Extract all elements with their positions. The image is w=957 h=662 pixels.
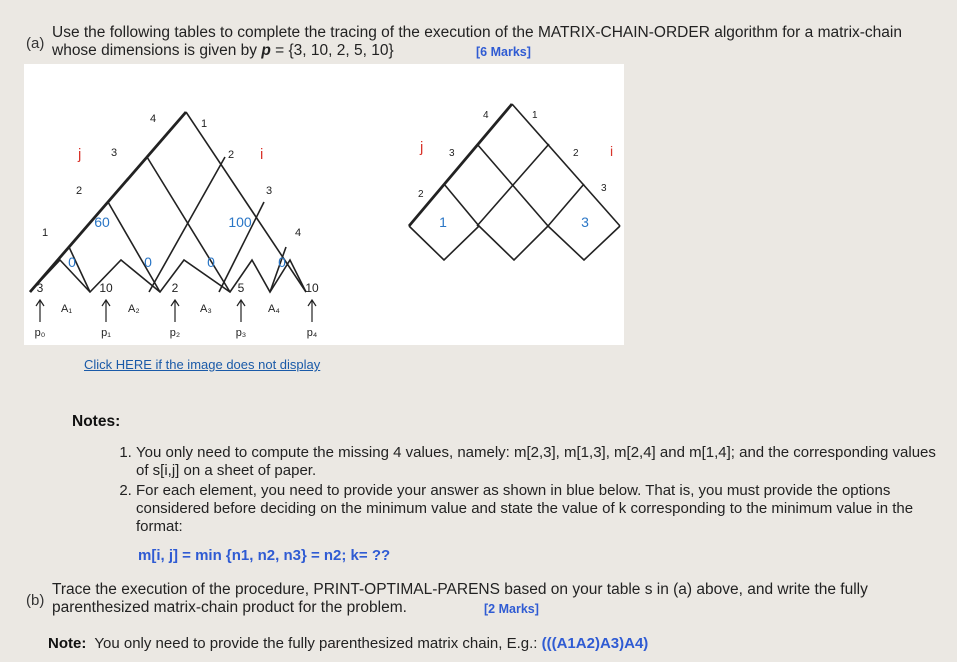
- s-index-2: 2: [418, 189, 424, 200]
- image-fallback-link[interactable]: Click HERE if the image does not display: [84, 357, 321, 372]
- part-a-line2: [52, 42, 394, 60]
- part-b-marks: [2 Marks]: [484, 602, 539, 616]
- s-right-index-1: 1: [532, 110, 538, 121]
- part-b-line1: Trace the execution of the procedure, PRINT-OPTIMAL-PARENS based on your table s in (a) above, and write the fully: [52, 581, 868, 598]
- dim-p1: 10: [99, 281, 113, 295]
- m-index-4: 4: [150, 113, 157, 125]
- notes-list-container: [118, 444, 948, 538]
- m-right-index-3: 3: [266, 185, 273, 197]
- grid-line: [149, 157, 225, 292]
- m-j-label: j: [78, 146, 82, 163]
- note-item-2: 2. For each element, you need to provide your answer as shown in blue below. That is, you must provide the options considered before deciding on the minimum value and state the value of k corresponding to the minimum value in the format:: [136, 482, 948, 536]
- s-i-label: i: [610, 143, 614, 159]
- m-diag-value-4: 0: [278, 254, 286, 270]
- s-value-1-2: 1: [439, 214, 447, 230]
- m-i-label: i: [260, 146, 264, 163]
- dim-p2: 2: [171, 281, 179, 295]
- grid-line: [548, 184, 584, 226]
- grid-line: [444, 184, 479, 226]
- part-a-marks: [6 Marks]: [476, 45, 531, 59]
- final-note-text: You only need to provide the fully parenthesized matrix chain, E.g.:: [86, 635, 542, 652]
- final-note-example: (((A1A2)A3)A4): [541, 635, 649, 652]
- note-item-1: 1. You only need to compute the missing 4 values, namely: m[2,3], m[1,3], m[2,4] and m[1,4]; and the corresponding values of s[i,j] on a sheet of paper.: [136, 444, 948, 480]
- m-index-3: 3: [111, 147, 118, 159]
- table-s-bottom-left: [409, 226, 479, 260]
- part-b-label: (b): [26, 592, 45, 609]
- m-diag-value-1: 0: [68, 254, 76, 270]
- p-label-4: p₄: [306, 327, 318, 339]
- dim-p0: 3: [36, 281, 44, 295]
- part-b-line2: parenthesized matrix-chain product for the problem.: [52, 599, 407, 616]
- s-index-4: 4: [483, 110, 489, 121]
- part-a-label: (a): [26, 35, 45, 52]
- p-variable: p: [261, 42, 271, 59]
- table-s-bottom-edge: [409, 226, 620, 260]
- part-a-line2-prefix: whose dimensions is given by: [52, 42, 262, 59]
- table-m-right-edge: [186, 112, 306, 292]
- matrix-a3: A₃: [200, 303, 212, 315]
- dim-p4: 10: [305, 281, 319, 295]
- table-s-left-edge: [409, 104, 512, 226]
- m-diag-value-3: 0: [207, 254, 215, 270]
- p-label-3: p₃: [235, 327, 247, 339]
- m-right-index-2: 2: [228, 149, 235, 161]
- matrix-a1: A₁: [61, 303, 73, 315]
- table-m-index-labels: [42, 113, 301, 239]
- part-a-line1: Use the following tables to complete the tracing of the execution of the MATRIX-CHAIN-ORDER algorithm for a matrix-chain: [52, 24, 902, 41]
- s-value-3-4: 3: [581, 214, 589, 230]
- p-values: = {3, 10, 2, 5, 10}: [270, 42, 394, 59]
- matrix-labels: [61, 303, 280, 315]
- matrix-a2: A₂: [128, 303, 140, 315]
- p-label-2: p₂: [169, 327, 181, 339]
- m-index-1: 1: [42, 227, 49, 239]
- p-labels: [35, 327, 318, 339]
- notes-list: [118, 444, 948, 536]
- table-s-grid: [409, 104, 620, 260]
- p-label-1: p₁: [101, 327, 111, 339]
- answer-format-formula: m[i, j] = min {n1, n2, n3} = n2; k= ??: [138, 547, 391, 564]
- tables-figure: [24, 64, 624, 345]
- grid-line: [147, 157, 230, 292]
- tables-diagram: [24, 64, 624, 345]
- dim-p3: 5: [237, 281, 245, 295]
- grid-line: [108, 202, 160, 292]
- dimension-values: [37, 281, 319, 295]
- final-note: [48, 635, 648, 652]
- m-right-index-4: 4: [295, 227, 302, 239]
- s-j-label: j: [420, 139, 424, 156]
- m-right-index-1: 1: [201, 118, 208, 130]
- m-value-1-2: 60: [94, 214, 110, 230]
- table-s-right-edge: [512, 104, 620, 226]
- s-index-3: 3: [449, 148, 455, 159]
- notes-heading: Notes:: [72, 413, 121, 430]
- matrix-a4: A₄: [268, 303, 280, 315]
- m-diag-value-2: 0: [144, 254, 152, 270]
- m-index-2: 2: [76, 185, 83, 197]
- s-right-index-3: 3: [601, 183, 607, 194]
- s-right-index-2: 2: [573, 148, 579, 159]
- m-value-3-4: 100: [228, 214, 252, 230]
- p-label-0: p₀: [34, 327, 46, 339]
- final-note-label: Note:: [48, 635, 87, 652]
- table-s-values: [439, 214, 589, 230]
